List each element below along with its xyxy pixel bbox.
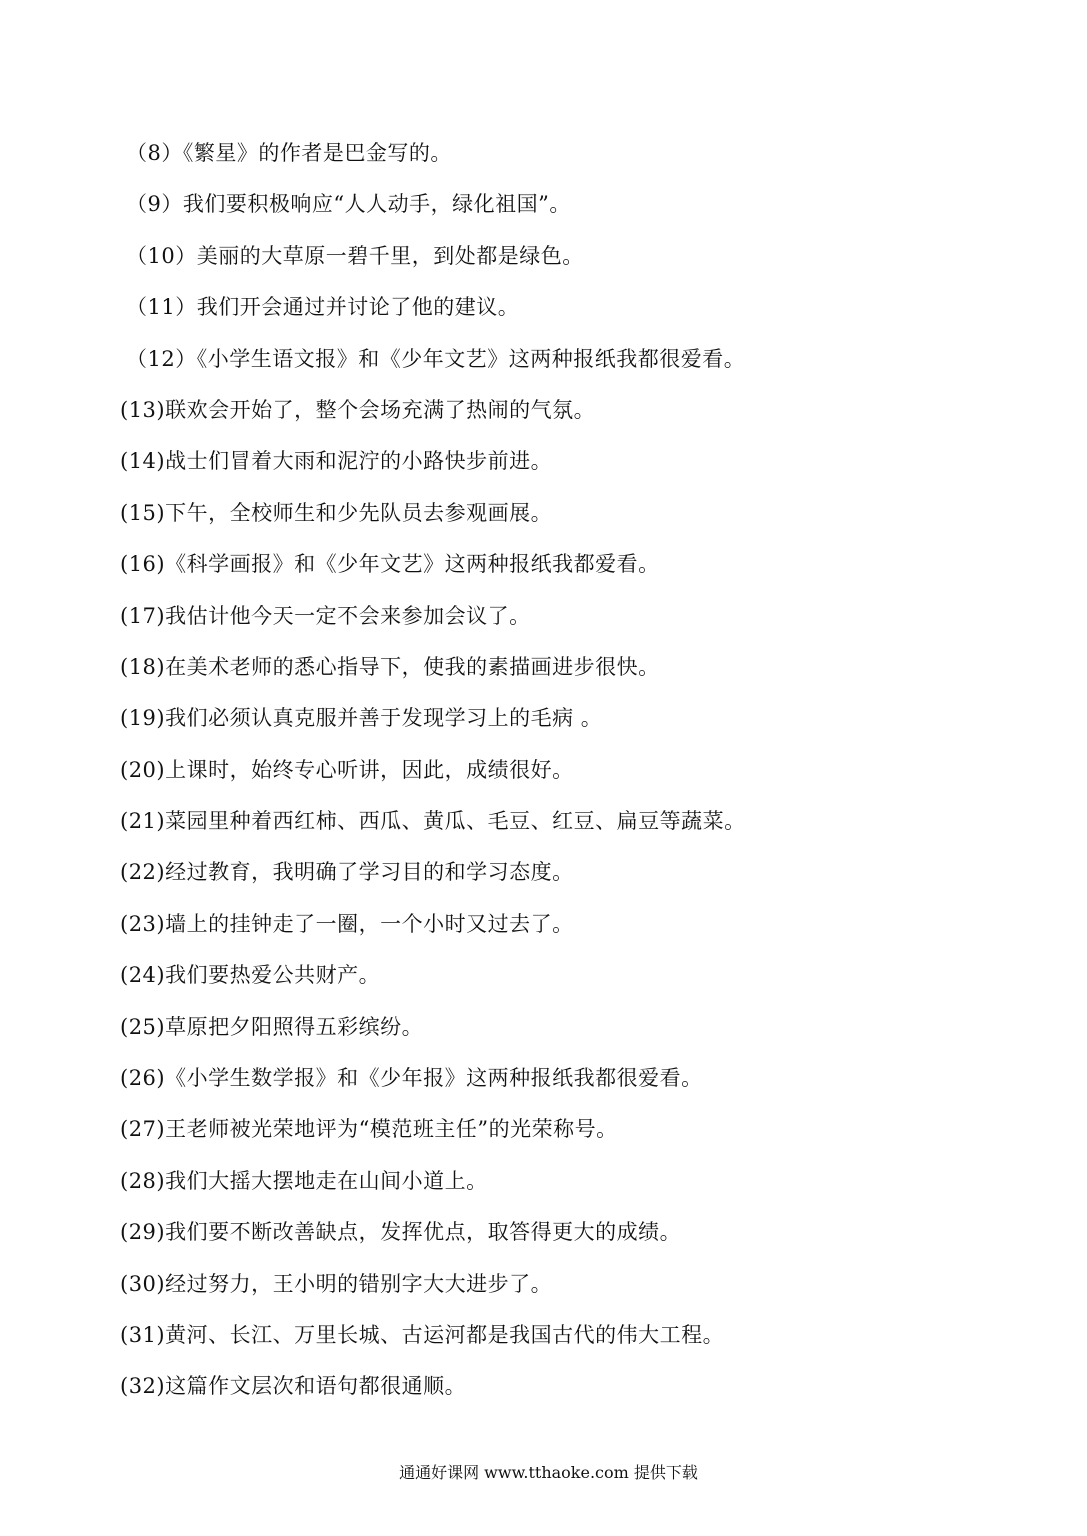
sentence-line: （11）我们开会通过并讨论了他的建议。 xyxy=(126,295,520,320)
sentence-line: (25)草原把夕阳照得五彩缤纷。 xyxy=(120,1014,424,1039)
sentence-line: (15)下午，全校师生和少先队员去参观画展。 xyxy=(120,500,553,525)
sentence-line: （10）美丽的大草原一碧千里，到处都是绿色。 xyxy=(126,243,584,268)
sentence-line: (20)上课时，始终专心听讲，因此，成绩很好。 xyxy=(120,757,574,782)
sentence-line: (27)王老师被光荣地评为“模范班主任”的光荣称号。 xyxy=(120,1117,618,1142)
sentence-line: (22)经过教育，我明确了学习目的和学习态度。 xyxy=(120,860,574,885)
sentence-line: (14)战士们冒着大雨和泥泞的小路快步前进。 xyxy=(120,449,553,474)
sentence-line: (23)墙上的挂钟走了一圈，一个小时又过去了。 xyxy=(120,911,574,936)
sentence-line: (16)《科学画报》和《少年文艺》这两种报纸我都爱看。 xyxy=(120,552,660,577)
sentence-line: (32)这篇作文层次和语句都很通顺。 xyxy=(120,1374,467,1399)
sentence-line: （12）《小学生语文报》和《少年文艺》这两种报纸我都很爱看。 xyxy=(126,346,746,371)
sentence-line: (26)《小学生数学报》和《少年报》这两种报纸我都很爱看。 xyxy=(120,1066,703,1091)
sentence-line: (19)我们必须认真克服并善于发现学习上的毛病 。 xyxy=(120,706,603,731)
sentence-line: (29)我们要不断改善缺点，发挥优点，取答得更大的成绩。 xyxy=(120,1220,682,1245)
sentence-line: (21)菜园里种着西红柿、西瓜、黄瓜、毛豆、红豆、扁豆等蔬菜。 xyxy=(120,809,746,834)
sentence-line: (24)我们要热爱公共财产。 xyxy=(120,963,381,988)
sentence-line: （8）《繁星》的作者是巴金写的。 xyxy=(126,141,452,165)
sentence-line: （9）我们要积极响应“人人动手，绿化祖国”。 xyxy=(126,192,571,217)
sentence-list xyxy=(0,128,1087,1413)
sentence-line: (13)联欢会开始了，整个会场充满了热闹的气氛。 xyxy=(120,397,596,422)
page-footer: 通通好课网 www.tthaoke.com 提供下载 xyxy=(399,1463,698,1482)
sentence-line: (30)经过努力，王小明的错别字大大进步了。 xyxy=(120,1271,553,1296)
sentence-line: (28)我们大摇大摆地走在山间小道上。 xyxy=(120,1168,488,1193)
sentence-line: (18)在美术老师的悉心指导下，使我的素描画进步很快。 xyxy=(120,654,660,679)
sentence-line: (17)我估计他今天一定不会来参加会议了。 xyxy=(120,603,531,628)
sentence-line: (31)黄河、长江、万里长城、古运河都是我国古代的伟大工程。 xyxy=(120,1322,725,1347)
